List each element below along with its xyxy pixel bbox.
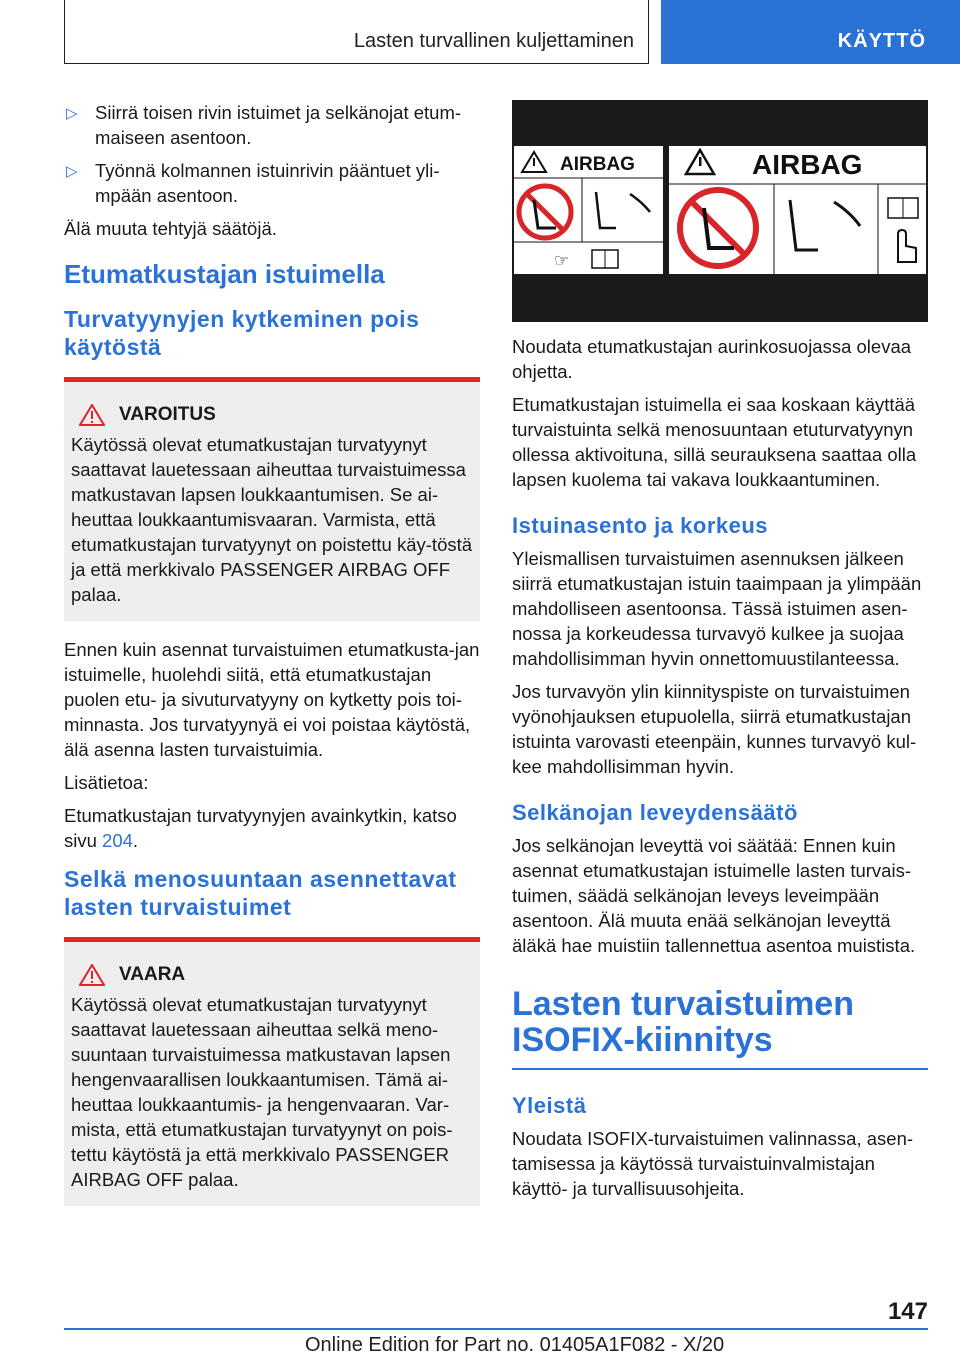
paragraph: Etumatkustajan turvatyynyjen avainkytkin, katso sivu 204. [64, 805, 457, 851]
paragraph: Jos turvavyön ylin kiinnityspiste on turvaistuimen vyönohjauksen etupuolella, siirrä etumatkustajan istuinta varovasti eteenpäin, kunnes turvavyö kul-kee mahdollisimman hyvin. [512, 681, 917, 777]
warning-triangle-icon [79, 404, 105, 426]
list-item: ▷ Työnnä kolmannen istuinrivin pääntuet yli-mpään asentoon. [66, 160, 440, 206]
page-number: 147 [887, 1298, 928, 1325]
list-item: ▷ Siirrä toisen rivin istuimet ja selkänojat etum-maiseen asentoon. [66, 102, 462, 148]
small-airbag-label [514, 146, 663, 274]
subsection-heading-backrest-width: Selkänojan leveydensäätö [512, 800, 798, 825]
airbag-warning-label-image [512, 100, 928, 322]
subsection-heading-seat-position: Istuinasento ja korkeus [512, 513, 769, 538]
header-section-label: KÄYTTÖ [837, 30, 926, 52]
large-airbag-label [669, 146, 926, 274]
danger-title: VAARA [119, 964, 186, 985]
paragraph: Yleismallisen turvaistuimen asennuksen jälkeen siirrä etumatkustajan istuin taaimpaan ja ylimpään mahdolliseen asentoonsa. Tässä istuimen asen-nossa ja korkeudessa turvavyö kulkee ja suojaa mahdollisimman hyvin onnettomuustilanteessa. [512, 548, 922, 669]
right-column [512, 100, 928, 1209]
paragraph: Lisätietoa: [64, 772, 149, 793]
header-title-box [64, 0, 649, 64]
header-title: Lasten turvallinen kuljettaminen [353, 30, 634, 52]
chapter-heading-isofix: Lasten turvaistuimen ISOFIX-kiinnitys [512, 986, 928, 1070]
warning-box [64, 377, 480, 621]
left-column [64, 100, 480, 1222]
footer-divider [64, 1328, 928, 1330]
triangle-bullet-icon: ▷ [66, 105, 78, 122]
subsection-heading-airbag-off: Turvatyynyjen kytkeminen pois käytöstä [64, 306, 420, 360]
triangle-bullet-icon: ▷ [66, 163, 78, 180]
paragraph: Noudata etumatkustajan aurinkosuojassa olevaa ohjetta. [512, 336, 912, 382]
airbag-label-small-text: AIRBAG [560, 154, 635, 175]
pointing-hand-icon: ☞ [554, 251, 570, 271]
subsection-heading-general: Yleistä [512, 1093, 587, 1118]
section-heading-front-seat: Etumatkustajan istuimella [64, 259, 385, 289]
header-section-tab [661, 0, 960, 64]
warning-title: VAROITUS [119, 404, 216, 425]
footer-edition-text: Online Edition for Part no. 01405A1F082 - X/20 [305, 1334, 725, 1356]
paragraph: Älä muuta tehtyjä säätöjä. [64, 218, 277, 239]
danger-text: Käytössä olevat etumatkustajan turvatyynyt saattavat lauetessaan aiheuttaa selkä meno-suuntaan turvaistuimessa matkustavan lapsen hengenvaarallisen loukkaantumisen. Tämä ai-heuttaa loukkaantumis- ja hengenvaaran. Var-mista, että etumatkustajan turvatyynyt on pois-tettu käytöstä ja että merkkivalo PASSENGER AIRBAG OFF palaa. [71, 994, 453, 1190]
danger-box [64, 937, 480, 1206]
paragraph: Ennen kuin asennat turvaistuimen etumatkusta-jan istuimelle, huolehdi siitä, että etumatkustajan puolen etu- ja sivuturvatyyny on kytketty pois toi-minnasta. Jos turvatyynyä ei voi poistaa käytöstä, älä asenna lasten turvaistuimia. [64, 639, 480, 760]
airbag-label-large-text: AIRBAG [752, 149, 863, 180]
paragraph: Etumatkustajan istuimella ei saa koskaan käyttää turvaistuinta selkä menosuuntaan etuturvatyynyn ollessa aktivoituna, sillä seurauksena saattaa olla lapsen kuolema tai vakava loukkaantuminen. [512, 394, 917, 490]
paragraph: Jos selkänojan leveyttä voi säätää: Ennen kuin asennat etumatkustajan istuimelle lasten turvais-tuimen, säädä selkänojan leveys leveimpään asentoon. Älä muuta enää selkänojan leveyttä äläkä hae muistiin tallennettua asentoa muistista. [512, 835, 916, 956]
warning-triangle-icon [79, 964, 105, 986]
subsection-heading-rear-facing: Selkä menosuuntaan asennettavat lasten turvaistuimet [64, 866, 457, 920]
page-reference-link[interactable]: 204 [102, 830, 133, 851]
warning-text: Käytössä olevat etumatkustajan turvatyynyt saattavat lauetessaan aiheuttaa turvaistuimessa matkustavan lapsen loukkaantumisen. Se ai-heuttaa loukkaantumisvaaran. Varmista, että etumatkustajan turvatyynyt on poistettu käy-töstä ja että merkkivalo PASSENGER AIRBAG OFF palaa. [71, 434, 473, 605]
paragraph: Noudata ISOFIX-turvaistuimen valinnassa, asen-tamisessa ja käytössä turvaistuinvalmistajan käyttö- ja turvallisuusohjeita. [512, 1128, 914, 1199]
